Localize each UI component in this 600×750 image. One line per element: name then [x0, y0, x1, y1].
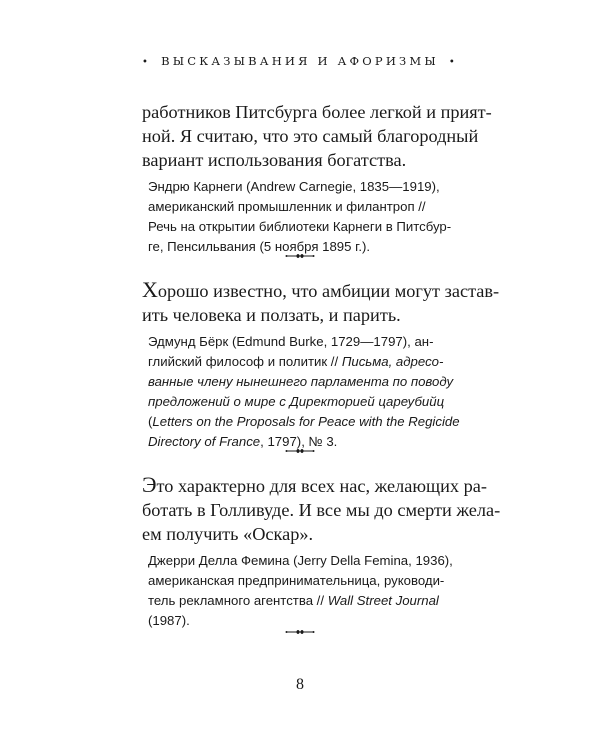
attribution — [148, 551, 480, 631]
quote-entry-carnegie — [142, 100, 492, 257]
attribution-source-title: Wall Street Journal — [327, 593, 439, 608]
header-bullet-right: • — [448, 57, 459, 68]
quote-line: ботать в Голливуде. И все мы до смерти жела- — [142, 500, 501, 520]
quote-line: орошо известно, что амбиции могут застав- — [157, 281, 500, 301]
attribution-source-title: Письма, адресо- — [341, 354, 444, 369]
header-title: ВЫСКАЗЫВАНИЯ И АФОРИЗМЫ — [161, 54, 439, 68]
attribution-line: Эдмунд Бёрк (Edmund Burke, 1729—1797), ан- — [148, 334, 434, 349]
attribution-line: Джерри Делла Фемина (Jerry Della Femina, 1936), — [148, 553, 453, 568]
attribution-source-title: ванные члену нынешнего парламента по поводу — [148, 374, 454, 389]
attribution-line: американский промышленник и филантроп // — [148, 199, 426, 214]
attribution — [148, 177, 480, 257]
attribution-line: тель рекламного агентства // — [148, 593, 328, 608]
quote-line: ить человека и ползать, и парить. — [142, 305, 401, 325]
fleuron-divider-icon — [285, 251, 315, 261]
quote-entry-della-femina — [142, 472, 501, 631]
fleuron-divider-icon — [285, 627, 315, 637]
running-header — [0, 54, 600, 68]
fleuron-divider-icon — [285, 446, 315, 456]
quote-text — [142, 100, 492, 172]
attribution-line: , 1797), № 3. — [260, 434, 338, 449]
attribution-line: глийский философ и политик // — [148, 354, 342, 369]
quote-text — [142, 277, 500, 327]
attribution-source-title: Letters on the Proposals for Peace with the Regicide — [152, 414, 460, 429]
quote-line: вариант использования богатства. — [142, 150, 407, 170]
initial-letter: Х — [142, 277, 158, 302]
page-number: 8 — [296, 676, 304, 693]
attribution-line: ге, Пенсильвания (5 ноября 1895 г.). — [148, 239, 371, 254]
attribution-source-title: предложений о мире с Директорией цареубийц — [148, 394, 445, 409]
attribution-source-title: Directory of France — [148, 434, 261, 449]
attribution-line: Эндрю Карнеги (Andrew Carnegie, 1835—1919), — [148, 179, 440, 194]
initial-letter: Э — [142, 472, 157, 497]
attribution-line: ( — [148, 414, 153, 429]
quote-text — [142, 472, 501, 546]
header-bullet-left: • — [141, 57, 152, 68]
quote-line: ем получить «Оскар». — [142, 524, 314, 544]
attribution-line: Речь на открытии библиотеки Карнеги в Питсбур- — [148, 219, 452, 234]
quote-entry-burke — [142, 277, 500, 452]
attribution — [148, 332, 480, 452]
attribution-line: американская предпринимательница, руководи- — [148, 573, 445, 588]
quote-line: работников Питсбурга более легкой и прият- — [142, 102, 492, 122]
quote-line: то характерно для всех нас, желающих ра- — [156, 476, 487, 496]
quote-line: ной. Я считаю, что это самый благородный — [142, 126, 479, 146]
attribution-line: (1987). — [148, 613, 190, 628]
